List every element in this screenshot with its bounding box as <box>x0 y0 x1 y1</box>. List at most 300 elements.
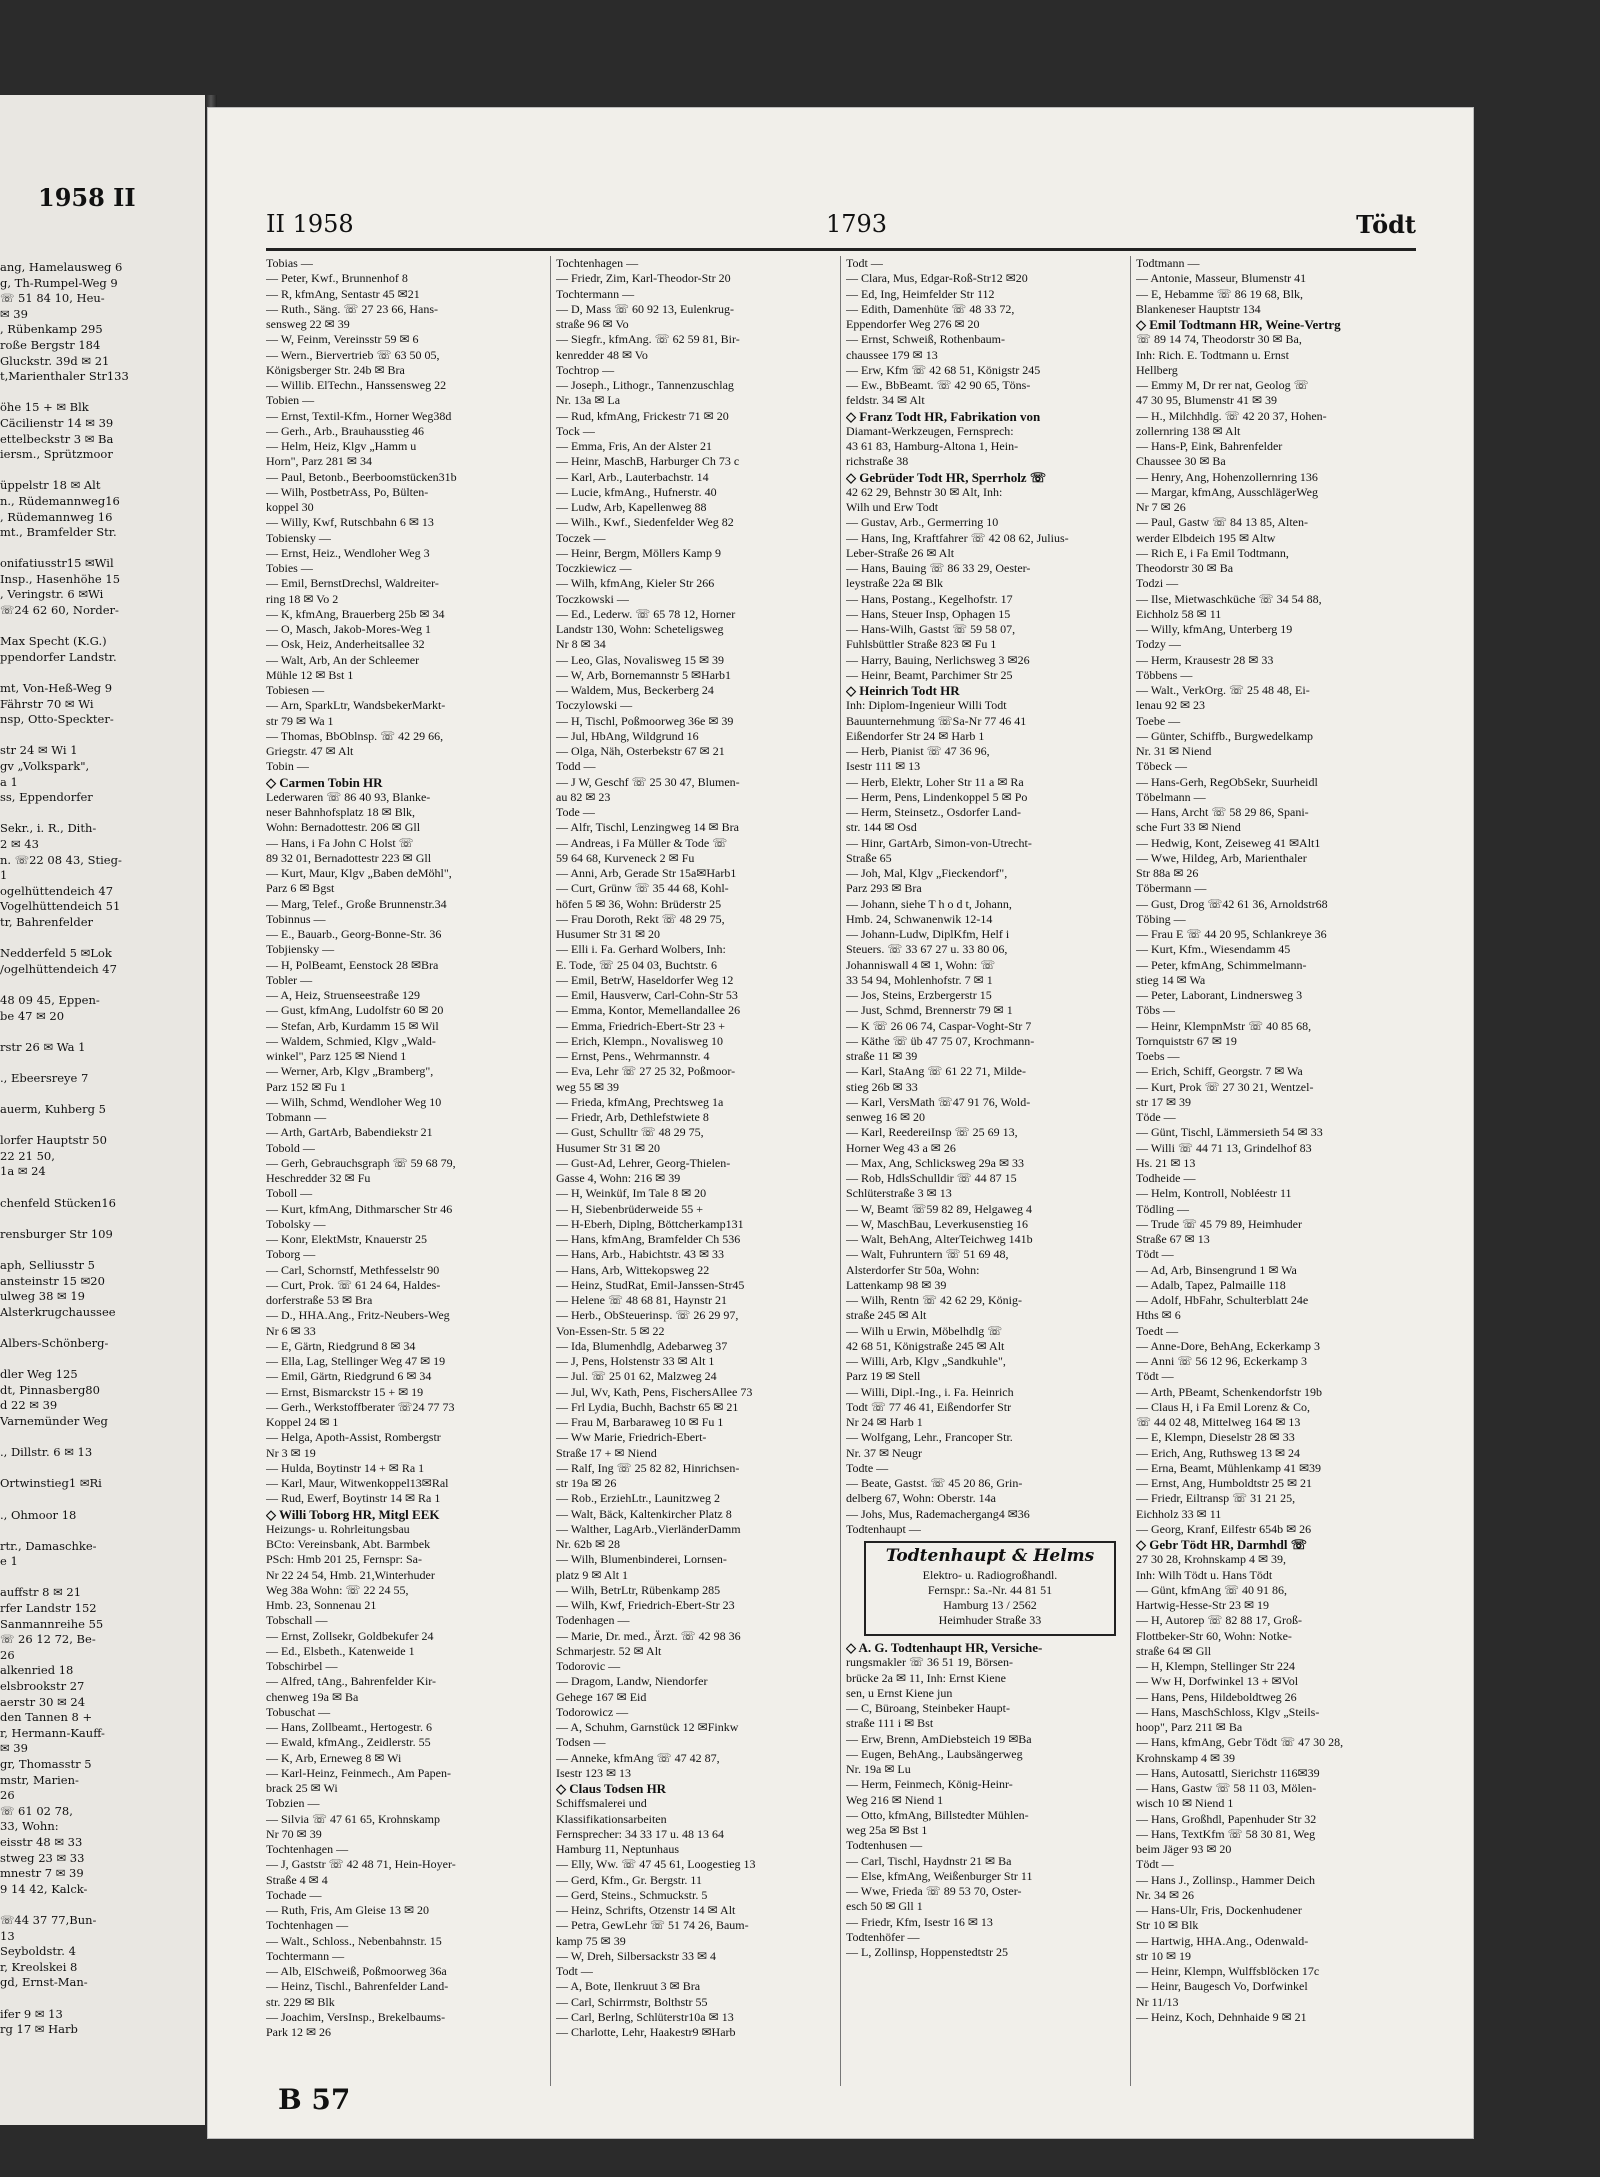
left-page-line: Ortwinstieg1 ✉Ri <box>0 1476 102 1491</box>
directory-entry: — Gust, kfmAng, Ludolfstr 60 ✉ 20 <box>266 1003 444 1018</box>
directory-entry: str 19a ✉ 26 <box>556 1476 617 1490</box>
directory-entry: — Curt, Prok. ☏ 61 24 64, Haldes- <box>266 1277 441 1292</box>
directory-entry: — Adalb, Tapez, Palmaille 118 <box>1136 1277 1286 1292</box>
directory-entry: — Friedr, Arb, Dethlefstwiete 8 <box>556 1110 709 1124</box>
directory-entry: — Ludw, Arb, Kapellenweg 88 <box>556 500 707 514</box>
directory-entry: — W, Arb, Bornemannstr 5 ✉Harb1 <box>556 667 732 682</box>
left-page-line: Gluckstr. 39d ✉ 21 <box>0 353 110 368</box>
directory-entry: — Emil, Hausverw, Carl-Cohn-Str 53 <box>556 988 738 1002</box>
left-page-line: ogelhüttendeich 47 <box>0 883 114 898</box>
directory-entry: richstraße 38 <box>846 454 909 469</box>
directory-entry: Todtenhusen — <box>846 1838 923 1853</box>
directory-entry: — Jos, Steins, Erzbergerstr 15 <box>846 988 992 1002</box>
directory-entry: 47 30 95, Blumenstr 41 ✉ 39 <box>1136 393 1278 408</box>
directory-entry: — Elly, Ww. ☏ 47 45 61, Loogestieg 13 <box>556 1857 756 1872</box>
left-page-line <box>0 931 205 947</box>
directory-entry: — D, Mass ☏ 60 92 13, Eulenkrug- <box>556 301 734 316</box>
directory-entry: — Hans, kfmAng, Bramfelder Ch 536 <box>556 1232 741 1246</box>
directory-entry: Tödt — <box>1136 1369 1174 1384</box>
directory-entry: — Gerh., Arb., Brauhausstieg 46 <box>266 423 424 438</box>
left-page-line: Sekr., i. R., Dith- <box>0 821 97 836</box>
left-page-line: ✉ 39 <box>0 306 28 321</box>
left-page-line: ☏ 26 12 72, Be- <box>0 1632 96 1647</box>
left-page-line: n. ☏22 08 43, Stieg- <box>0 852 122 867</box>
left-page-line: ang, Hamelausweg 6 <box>0 260 123 274</box>
directory-entry: — Ed., Elsbeth., Katenweide 1 <box>266 1643 415 1658</box>
directory-entry: Tock — <box>556 423 595 438</box>
left-page-line: 22 21 50, <box>0 1148 55 1163</box>
directory-entry: Tobiesen — <box>266 683 325 697</box>
directory-entry: — Herm, Pens, Lindenkoppel 5 ✉ Po <box>846 789 1028 804</box>
left-page-line <box>0 385 205 401</box>
left-page-line: ansteinstr 15 ✉20 <box>0 1273 105 1288</box>
directory-entry: Leber-Straße 26 ✉ Alt <box>846 545 955 560</box>
directory-entry: — W, MaschBau, Leverkusenstieg 16 <box>846 1216 1028 1231</box>
directory-entry: rungsmakler ☏ 36 51 19, Börsen- <box>846 1655 1013 1670</box>
directory-entry: — Erna, Beamt, Mühlenkamp 41 ✉39 <box>1136 1460 1322 1475</box>
directory-entry: ◇ Emil Todtmann HR, Weine-Vertrg <box>1136 317 1341 332</box>
directory-entry: — Joachim, VersInsp., Brekelbaums- <box>266 2009 446 2024</box>
directory-entry: — Else, kfmAng, Weißenburger Str 11 <box>846 1868 1033 1883</box>
left-page-line: t,Marienthaler Str133 <box>0 369 129 384</box>
directory-entry: Alsterdorfer Str 50a, Wohn: <box>846 1262 980 1277</box>
directory-entry: BCto: Vereinsbank, Abt. Barmbek <box>266 1537 431 1551</box>
directory-entry: Heschredder 32 ✉ Fu <box>266 1171 371 1185</box>
directory-entry: — Herb, Pianist ☏ 47 36 96, <box>846 744 990 758</box>
directory-entry: — Walt, Arb, An der Schleemer <box>266 652 420 667</box>
directory-entry: Griegstr. 47 ✉ Alt <box>266 744 354 758</box>
directory-entry: Todtmann — <box>1136 256 1200 270</box>
directory-entry: — Dragom, Landw, Niendorfer <box>556 1674 708 1689</box>
directory-entry: — Wilh., Kwf., Siedenfelder Weg 82 <box>556 515 734 530</box>
directory-entry: str. 229 ✉ Blk <box>266 1994 335 2009</box>
left-page-line: 13 <box>0 1928 15 1943</box>
directory-entry: — Hans, Postang., Kegelhofstr. 17 <box>846 591 1013 606</box>
directory-entry: Nr. 37 ✉ Neugr <box>846 1445 923 1460</box>
directory-entry: — Willi, Arb, Klgv „Sandkuhle", <box>846 1354 1006 1368</box>
directory-entry: — E, Gärtn, Riedgrund 8 ✉ 34 <box>266 1338 416 1353</box>
left-page-line: Albers-Schönberg- <box>0 1335 109 1350</box>
left-page-line: ☏44 37 77,Bun- <box>0 1912 97 1927</box>
directory-entry: — Rud, Ewerf, Boytinstr 14 ✉ Ra 1 <box>266 1491 441 1506</box>
directory-entry: — Ew., BbBeamt. ☏ 42 90 65, Töns- <box>846 378 1031 392</box>
left-page-line <box>0 728 205 744</box>
directory-entry: Todorowicz — <box>556 1704 629 1719</box>
left-page-line: öhe 15 + ✉ Blk <box>0 400 89 415</box>
directory-entry: weg 25a ✉ Bst 1 <box>846 1823 928 1837</box>
directory-entry: chaussee 179 ✉ 13 <box>846 347 938 362</box>
directory-entry: Nr 7 ✉ 26 <box>1136 500 1186 514</box>
left-page-line: rtr., Damaschke- <box>0 1538 97 1553</box>
directory-entry: Nr 8 ✉ 34 <box>556 637 606 652</box>
directory-entry: — Wilh, Schmd, Wendloher Weg 10 <box>266 1094 442 1109</box>
directory-entry: — Waldem, Schmied, Klgv „Wald- <box>266 1033 436 1048</box>
ad-title: Todtenhaupt & Helms <box>885 1546 1095 1566</box>
directory-entry: Tode — <box>556 805 595 819</box>
directory-entry: Tochtrop — <box>556 362 615 377</box>
left-page-line: eisstr 48 ✉ 33 <box>0 1834 83 1849</box>
directory-entry: Koppel 24 ✉ 1 <box>266 1415 339 1429</box>
directory-entry: au 82 ✉ 23 <box>556 789 611 804</box>
columns <box>266 256 1416 2086</box>
directory-entry: — Peter, kfmAng, Schimmelmann- <box>1136 957 1307 972</box>
directory-entry: — Heinr, Klempn, Wulffsblöcken 17c <box>1136 1964 1320 1978</box>
directory-entry: senweg 16 ✉ 20 <box>846 1110 926 1124</box>
directory-entry: — Konr, ElektMstr, Knauerstr 25 <box>266 1232 428 1246</box>
directory-entry: stieg 26b ✉ 33 <box>846 1079 918 1094</box>
directory-entry: — Johann, siehe T h o d t, Johann, <box>846 896 1012 911</box>
directory-entry: — Ernst, Ang, Humboldtstr 25 ✉ 21 <box>1136 1476 1313 1490</box>
directory-entry: Tochtermann — <box>266 1948 345 1963</box>
directory-entry: Todheide — <box>1136 1171 1196 1185</box>
directory-entry: — Alfred, tAng., Bahrenfelder Kir- <box>266 1674 437 1689</box>
directory-entry: Hellberg <box>1136 362 1178 377</box>
left-page-line <box>0 1211 205 1227</box>
directory-entry: — K, Arb, Erneweg 8 ✉ Wi <box>266 1750 402 1765</box>
left-page-line: gv „Volkspark", <box>0 759 90 773</box>
directory-entry: Hmb. 24, Schwanenwik 12-14 <box>846 911 993 926</box>
directory-entry: Tobjiensky — <box>266 942 335 957</box>
column-divider <box>840 256 841 2086</box>
directory-entry: — Rob, HdlsSchulldir ☏ 44 87 15 <box>846 1171 1017 1185</box>
directory-entry: — Jul, Wv, Kath, Pens, FischersAllee 73 <box>556 1384 753 1399</box>
directory-entry: neser Bahnhofsplatz 18 ✉ Blk, <box>266 805 416 819</box>
left-page-line: r, Kreolskei 8 <box>0 1959 78 1974</box>
directory-entry: Straße 4 ✉ 4 <box>266 1872 328 1887</box>
directory-entry: — Carl, Schirrmstr, Bolthstr 55 <box>556 1994 708 2009</box>
directory-entry: Todtenhaupt — <box>846 1521 921 1536</box>
directory-entry: wisch 10 ✉ Niend 1 <box>1136 1796 1234 1811</box>
directory-entry: — Hinr, GartArb, Simon-von-Utrecht- <box>846 835 1032 850</box>
directory-entry: sche Furt 33 ✉ Niend <box>1136 820 1241 835</box>
directory-entry: — Ed., Lederw. ☏ 65 78 12, Horner <box>556 606 736 621</box>
directory-entry: — Hans, Arb, Wittekopsweg 22 <box>556 1262 710 1277</box>
directory-entry: — Ww H, Dorfwinkel 13 + ✉Vol <box>1136 1674 1299 1689</box>
directory-entry: — Georg, Kranf, Eilfestr 654b ✉ 26 <box>1136 1521 1312 1536</box>
left-page-line: rg 17 ✉ Harb <box>0 2022 78 2037</box>
directory-entry: — Petra, GewLehr ☏ 51 74 26, Baum- <box>556 1918 749 1933</box>
directory-entry: — H, PolBeamt, Eenstock 28 ✉Bra <box>266 957 439 972</box>
directory-entry: — Herm, Steinsetz., Osdorfer Land- <box>846 805 1021 819</box>
directory-entry: — Frieda, kfmAng, Prechtsweg 1a <box>556 1094 724 1109</box>
directory-entry: — Otto, kfmAng, Billstedter Mühlen- <box>846 1807 1029 1822</box>
directory-entry: str 17 ✉ 39 <box>1136 1094 1192 1109</box>
directory-entry: Tochtenhagen — <box>266 1842 349 1856</box>
ad-line4: Heimhuder Straße 33 <box>938 1613 1042 1627</box>
directory-entry: — Osk, Heiz, Anderheitsallee 32 <box>266 637 425 652</box>
directory-entry: — Rud, kfmAng, Frickestr 71 ✉ 20 <box>556 408 729 423</box>
directory-entry: — Emma, Friedrich-Ebert-Str 23 + <box>556 1018 726 1033</box>
directory-entry: kamp 75 ✉ 39 <box>556 1933 626 1948</box>
directory-entry: Todorovic — <box>556 1659 621 1673</box>
directory-entry: Hamburg 11, Neptunhaus <box>556 1842 679 1856</box>
left-page-line: Cäcilienstr 14 ✉ 39 <box>0 415 114 430</box>
directory-entry: — Willi ☏ 44 71 13, Grindelhof 83 <box>1136 1140 1312 1155</box>
directory-entry: — H, Weinküf, Im Tale 8 ✉ 20 <box>556 1186 707 1201</box>
directory-entry: — Hans, Archt ☏ 58 29 86, Spani- <box>1136 805 1309 819</box>
directory-entry: chenweg 19a ✉ Ba <box>266 1689 359 1704</box>
directory-entry: Wohn: Bernadottestr. 206 ✉ Gll <box>266 820 421 835</box>
directory-entry: Tobmann — <box>266 1110 327 1124</box>
directory-entry: — Lucie, kfmAng., Hufnerstr. 40 <box>556 484 717 499</box>
left-page-line <box>0 1180 205 1196</box>
directory-entry: Todsen — <box>556 1735 606 1750</box>
directory-entry: — H, Autorep ☏ 82 88 17, Groß- <box>1136 1613 1302 1628</box>
directory-entry: — J, Gaststr ☏ 42 48 71, Hein-Hoyer- <box>266 1857 456 1872</box>
directory-entry: — Helm, Heiz, Klgv „Hamm u <box>266 439 417 453</box>
directory-entry: — Claus H, i Fa Emil Lorenz & Co, <box>1136 1399 1310 1414</box>
left-page-line: ✉ 39 <box>0 1741 28 1756</box>
directory-entry: Lattenkamp 98 ✉ 39 <box>846 1277 947 1292</box>
directory-entry: Töde — <box>1136 1110 1176 1124</box>
directory-entry: — Karl-Heinz, Feinmech., Am Papen- <box>266 1765 451 1780</box>
directory-entry: Inh: Rich. E. Todtmann u. Ernst <box>1136 347 1289 362</box>
directory-entry: zollernring 138 ✉ Alt <box>1136 423 1241 438</box>
directory-entry: beim Jäger 93 ✉ 20 <box>1136 1842 1232 1856</box>
directory-entry: E. Tode, ☏ 25 04 03, Buchtstr. 6 <box>556 957 717 972</box>
header-keyword: Tödt <box>1356 210 1416 239</box>
directory-entry: Gasse 4, Wohn: 216 ✉ 39 <box>556 1171 681 1185</box>
directory-entry: — Hulda, Boytinstr 14 + ✉ Ra 1 <box>266 1460 425 1475</box>
directory-entry: — Hans J., Zollinsp., Hammer Deich <box>1136 1872 1315 1887</box>
left-page-line <box>0 463 205 479</box>
directory-entry: dorferstraße 53 ✉ Bra <box>266 1293 373 1307</box>
directory-entry: 33 54 94, Mohlenhofstr. 7 ✉ 1 <box>846 972 993 987</box>
directory-entry: — Hans-Gerh, RegObSekr, Suurheidl <box>1136 774 1318 789</box>
left-page-line: rensburger Str 109 <box>0 1226 113 1241</box>
left-page-line: ulweg 38 ✉ 19 <box>0 1289 85 1304</box>
left-page-line: stweg 23 ✉ 33 <box>0 1850 85 1865</box>
directory-entry: — H., Milchhdlg. ☏ 42 20 37, Hohen- <box>1136 408 1327 423</box>
directory-entry: — Hans-P, Eink, Bahrenfelder <box>1136 439 1283 453</box>
left-page-line <box>0 1086 205 1102</box>
left-page-line <box>0 977 205 993</box>
directory-entry: Weg 38a Wohn: ☏ 22 24 55, <box>266 1582 409 1597</box>
left-page-line <box>0 1523 205 1539</box>
directory-entry: Többens — <box>1136 667 1193 682</box>
directory-entry: werder Elbdeich 195 ✉ Altw <box>1136 530 1276 545</box>
directory-entry: — Gust, Drog ☏42 61 36, Arnoldstr68 <box>1136 896 1328 911</box>
directory-entry: straße 96 ✉ Vo <box>556 317 629 331</box>
page-number: 1793 <box>826 210 888 238</box>
column-3 <box>846 256 1124 2086</box>
left-page-line <box>0 1430 205 1446</box>
directory-entry: Toczylowski — <box>556 698 633 713</box>
directory-entry: Inh: Diplom-Ingenieur Willi Todt <box>846 698 1007 713</box>
directory-entry: Tornquiststr 67 ✉ 19 <box>1136 1033 1237 1048</box>
directory-entry: Toczkowski — <box>556 591 629 606</box>
signature-mark: B 57 <box>278 2083 351 2116</box>
directory-entry: — Beate, Gastst. ☏ 45 20 86, Grin- <box>846 1476 1023 1490</box>
left-page-line: tr, Bahrenfelder <box>0 914 93 929</box>
directory-entry: Schlüterstraße 3 ✉ 13 <box>846 1186 952 1201</box>
directory-entry: Tobiensky — <box>266 530 331 545</box>
directory-entry: — Eugen, BehAng., Laubsängerweg <box>846 1746 1023 1761</box>
directory-entry: Fuhlsbüttler Straße 823 ✉ Fu 1 <box>846 637 997 652</box>
directory-entry: Todte — <box>846 1460 889 1475</box>
left-page-line: Max Specht (K.G.) <box>0 634 107 649</box>
left-page-line: auerm, Kuhberg 5 <box>0 1102 106 1117</box>
left-page-line: , Rübenkamp 295 <box>0 322 103 337</box>
directory-entry: sen, u Ernst Kiene jun <box>846 1685 953 1700</box>
directory-entry: Straße 67 ✉ 13 <box>1136 1232 1210 1246</box>
directory-entry: Chaussee 30 ✉ Ba <box>1136 454 1226 469</box>
left-page-line: ettelbeckstr 3 ✉ Ba <box>0 431 114 446</box>
directory-entry: hoop", Parz 211 ✉ Ba <box>1136 1720 1243 1734</box>
directory-entry: — Jul, HbAng, Wildgrund 16 <box>556 728 699 743</box>
directory-entry: — Helga, Apoth-Assist, Rombergstr <box>266 1430 441 1445</box>
directory-entry: — Wilh, Kwf, Friedrich-Ebert-Str 23 <box>556 1598 735 1612</box>
left-page-line: d 22 ✉ 39 <box>0 1398 58 1413</box>
directory-entry: Klassifikationsarbeiten <box>556 1811 667 1826</box>
directory-entry: — O, Masch, Jakob-Mores-Weg 1 <box>266 622 431 636</box>
left-page-line: , Rüdemannweg 16 <box>0 509 113 524</box>
directory-entry: — Rob., ErziehLtr., Launitzweg 2 <box>556 1491 720 1506</box>
left-page-line: 1 <box>0 868 8 883</box>
directory-entry: — Herb, Elektr, Loher Str 11 a ✉ Ra <box>846 774 1024 789</box>
directory-entry: — Siegfr., kfmAng. ☏ 62 59 81, Bir- <box>556 332 740 347</box>
ad-line1: Elektro- u. Radiogroßhandl. <box>922 1568 1058 1582</box>
directory-entry: — Ww Marie, Friedrich-Ebert- <box>556 1430 707 1445</box>
directory-entry: — Henry, Ang, Hohenzollernring 136 <box>1136 469 1318 484</box>
directory-entry: — Johann-Ludw, DiplKfm, Helf i <box>846 927 1010 941</box>
directory-entry: — Emmy M, Dr rer nat, Geolog ☏ <box>1136 378 1309 392</box>
directory-entry: 42 68 51, Königstraße 245 ✉ Alt <box>846 1338 1005 1353</box>
directory-entry: — Frau M, Barbaraweg 10 ✉ Fu 1 <box>556 1415 724 1429</box>
directory-entry: Tobinnus — <box>266 911 326 926</box>
directory-entry: str. 144 ✉ Osd <box>846 820 917 835</box>
directory-entry: Tobzien — <box>266 1796 320 1811</box>
left-page-line: roße Bergstr 184 <box>0 337 101 352</box>
directory-entry: Str 10 ✉ Blk <box>1136 1918 1199 1933</box>
directory-entry: — E., Bauarb., Georg-Bonne-Str. 36 <box>266 927 442 941</box>
directory-entry: — Heinr, Beamt, Parchimer Str 25 <box>846 667 1013 682</box>
directory-entry: ◇ Franz Todt HR, Fabrikation von <box>846 408 1041 424</box>
directory-entry: Tobin — <box>266 759 309 774</box>
directory-entry: — Gerd, Kfm., Gr. Bergstr. 11 <box>556 1872 702 1887</box>
left-page-line: Vogelhüttendeich 51 <box>0 899 121 914</box>
directory-entry: Heizungs- u. Rohrleitungsbau <box>266 1521 410 1536</box>
directory-entry: Nr 24 ✉ Harb 1 <box>846 1415 923 1429</box>
directory-entry: — Hans-Wilh, Gastst ☏ 59 58 07, <box>846 622 1016 636</box>
left-page-line: dler Weg 125 <box>0 1367 78 1382</box>
directory-entry: — Herb., ObSteuerinsp. ☏ 26 29 97, <box>556 1308 739 1323</box>
left-page-line: ☏ 51 84 10, Heu- <box>0 291 105 306</box>
left-page-line: r, Hermann-Kauff- <box>0 1725 105 1740</box>
directory-entry: — Ruth, Fris, Am Gleise 13 ✉ 20 <box>266 1903 430 1917</box>
directory-entry: Todenhagen — <box>556 1613 630 1628</box>
left-page-line <box>0 1352 205 1368</box>
directory-entry: Tochade — <box>266 1887 322 1902</box>
directory-entry: 43 61 83, Hamburg-Altona 1, Hein- <box>846 439 1019 453</box>
directory-entry: 42 62 29, Behnstr 30 ✉ Alt, Inh: <box>846 484 1003 499</box>
directory-entry: Isestr 111 ✉ 13 <box>846 759 921 774</box>
directory-entry: — A, Heiz, Struenseestraße 129 <box>266 988 420 1002</box>
left-page-line: 9 14 42, Kalck- <box>0 1881 88 1896</box>
directory-entry: — Werner, Arb, Klgv „Bramberg", <box>266 1064 434 1079</box>
directory-entry: — Erw, Brenn, AmDiebsteich 19 ✉Ba <box>846 1731 1032 1746</box>
directory-entry: — Hans, Gastw ☏ 58 11 03, Mölen- <box>1136 1781 1317 1795</box>
directory-entry: — Willi, Dipl.-Ing., i. Fa. Heinrich <box>846 1384 1014 1399</box>
directory-entry: — Wilh, Blumenbinderei, Lornsen- <box>556 1552 727 1567</box>
directory-entry: sensweg 22 ✉ 39 <box>266 317 350 331</box>
directory-entry: — Hans, kfmAng, Gebr Tödt ☏ 47 30 28, <box>1136 1735 1344 1750</box>
directory-entry: — Olga, Näh, Osterbekstr 67 ✉ 21 <box>556 744 725 758</box>
directory-entry: — Ernst, Pens., Wehrmannstr. 4 <box>556 1049 710 1063</box>
left-page-line: ., Dillstr. 6 ✉ 13 <box>0 1445 93 1460</box>
directory-entry: — Heinz, Schrifts, Otzenstr 14 ✉ Alt <box>556 1903 736 1917</box>
directory-entry: Todt — <box>556 1964 593 1978</box>
directory-entry: — Wwe, Frieda ☏ 89 53 70, Oster- <box>846 1884 1022 1898</box>
directory-entry: — Karl, Arb., Lauterbachstr. 14 <box>556 469 709 484</box>
directory-entry: feldstr. 34 ✉ Alt <box>846 393 925 408</box>
left-page-line <box>0 1991 205 2007</box>
left-page-line: Fährstr 70 ✉ Wi <box>0 696 94 711</box>
directory-entry: weg 55 ✉ 39 <box>556 1079 620 1094</box>
directory-entry: Toebe — <box>1136 713 1181 728</box>
left-page-line: 26 <box>0 1788 15 1803</box>
directory-entry: Park 12 ✉ 26 <box>266 2025 332 2039</box>
directory-entry: — Anneke, kfmAng ☏ 47 42 87, <box>556 1750 720 1765</box>
directory-entry: — Walther, LagArb.,VierländerDamm <box>556 1521 741 1536</box>
directory-entry: — Gust, Schulltr ☏ 48 29 75, <box>556 1125 704 1140</box>
directory-entry: — Heinr, KlempnMstr ☏ 40 85 68, <box>1136 1018 1312 1033</box>
directory-entry: Todd — <box>556 759 596 774</box>
directory-entry: — Ralf, Ing ☏ 25 82 82, Hinrichsen- <box>556 1460 740 1475</box>
directory-entry: — Peter, Kwf., Brunnenhof 8 <box>266 271 408 286</box>
directory-entry: — Heinr, MaschB, Harburger Ch 73 c <box>556 454 740 469</box>
directory-entry: Todzi — <box>1136 576 1179 591</box>
directory-entry: brack 25 ✉ Wi <box>266 1781 338 1795</box>
directory-entry: Nr. 19a ✉ Lu <box>846 1762 911 1776</box>
directory-entry: — Walt, Fuhruntern ☏ 51 69 48, <box>846 1247 1009 1262</box>
directory-entry: — Heinz, StudRat, Emil-Janssen-Str45 <box>556 1277 745 1292</box>
directory-entry: Parz 293 ✉ Bra <box>846 881 922 896</box>
left-page-line: lorfer Hauptstr 50 <box>0 1133 107 1148</box>
left-page-line: ☏24 62 60, Norder- <box>0 603 119 618</box>
left-page-line: n., Rüdemannweg16 <box>0 493 120 508</box>
directory-entry: Wilh und Erw Todt <box>846 500 939 514</box>
directory-entry: — Heinr, Bergm, Möllers Kamp 9 <box>556 545 721 560</box>
directory-entry: — Elli i. Fa. Gerhard Wolbers, Inh: <box>556 942 726 957</box>
directory-entry: Nr. 13a ✉ La <box>556 393 621 408</box>
directory-entry: — Emil, BetrW, Haseldorfer Weg 12 <box>556 972 734 987</box>
directory-entry: — Harry, Bauing, Nerlichsweg 3 ✉26 <box>846 652 1030 667</box>
left-page-line: alkenried 18 <box>0 1663 74 1678</box>
directory-entry: Parz 152 ✉ Fu 1 <box>266 1079 347 1094</box>
directory-entry: 89 32 01, Bernadottestr 223 ✉ Gll <box>266 850 432 865</box>
left-page-line: 1a ✉ 24 <box>0 1164 46 1179</box>
directory-entry: Hths ✉ 6 <box>1136 1308 1181 1323</box>
directory-entry: Str 88a ✉ 26 <box>1136 866 1199 880</box>
left-page-line: ss, Eppendorfer <box>0 790 93 805</box>
directory-entry: — Gerh., Werkstoffberater ☏24 77 73 <box>266 1399 455 1414</box>
directory-entry: — E, Klempn, Dieselstr 28 ✉ 33 <box>1136 1430 1295 1445</box>
left-page-line <box>0 806 205 822</box>
left-page-line: 33, Wohn: <box>0 1819 59 1834</box>
directory-entry: Husumer Str 31 ✉ 20 <box>556 927 661 941</box>
directory-entry: — Alfr, Tischl, Lenzingweg 14 ✉ Bra <box>556 820 739 835</box>
directory-entry: — Wwe, Hildeg, Arb, Marienthaler <box>1136 850 1307 865</box>
directory-entry: Husumer Str 31 ✉ 20 <box>556 1140 661 1155</box>
directory-entry: Eppendorfer Weg 276 ✉ 20 <box>846 317 980 331</box>
directory-entry: Horner Weg 43 a ✉ 26 <box>846 1140 956 1155</box>
directory-entry: — H, Tischl, Poßmoorweg 36e ✉ 39 <box>556 713 734 728</box>
left-page-lines <box>0 260 205 2038</box>
left-page-line: 48 09 45, Eppen- <box>0 992 100 1007</box>
directory-entry: Eißendorfer Str 24 ✉ Harb 1 <box>846 728 985 743</box>
directory-entry: ◇ Willi Toborg HR, Mitgl EEK <box>266 1506 440 1522</box>
